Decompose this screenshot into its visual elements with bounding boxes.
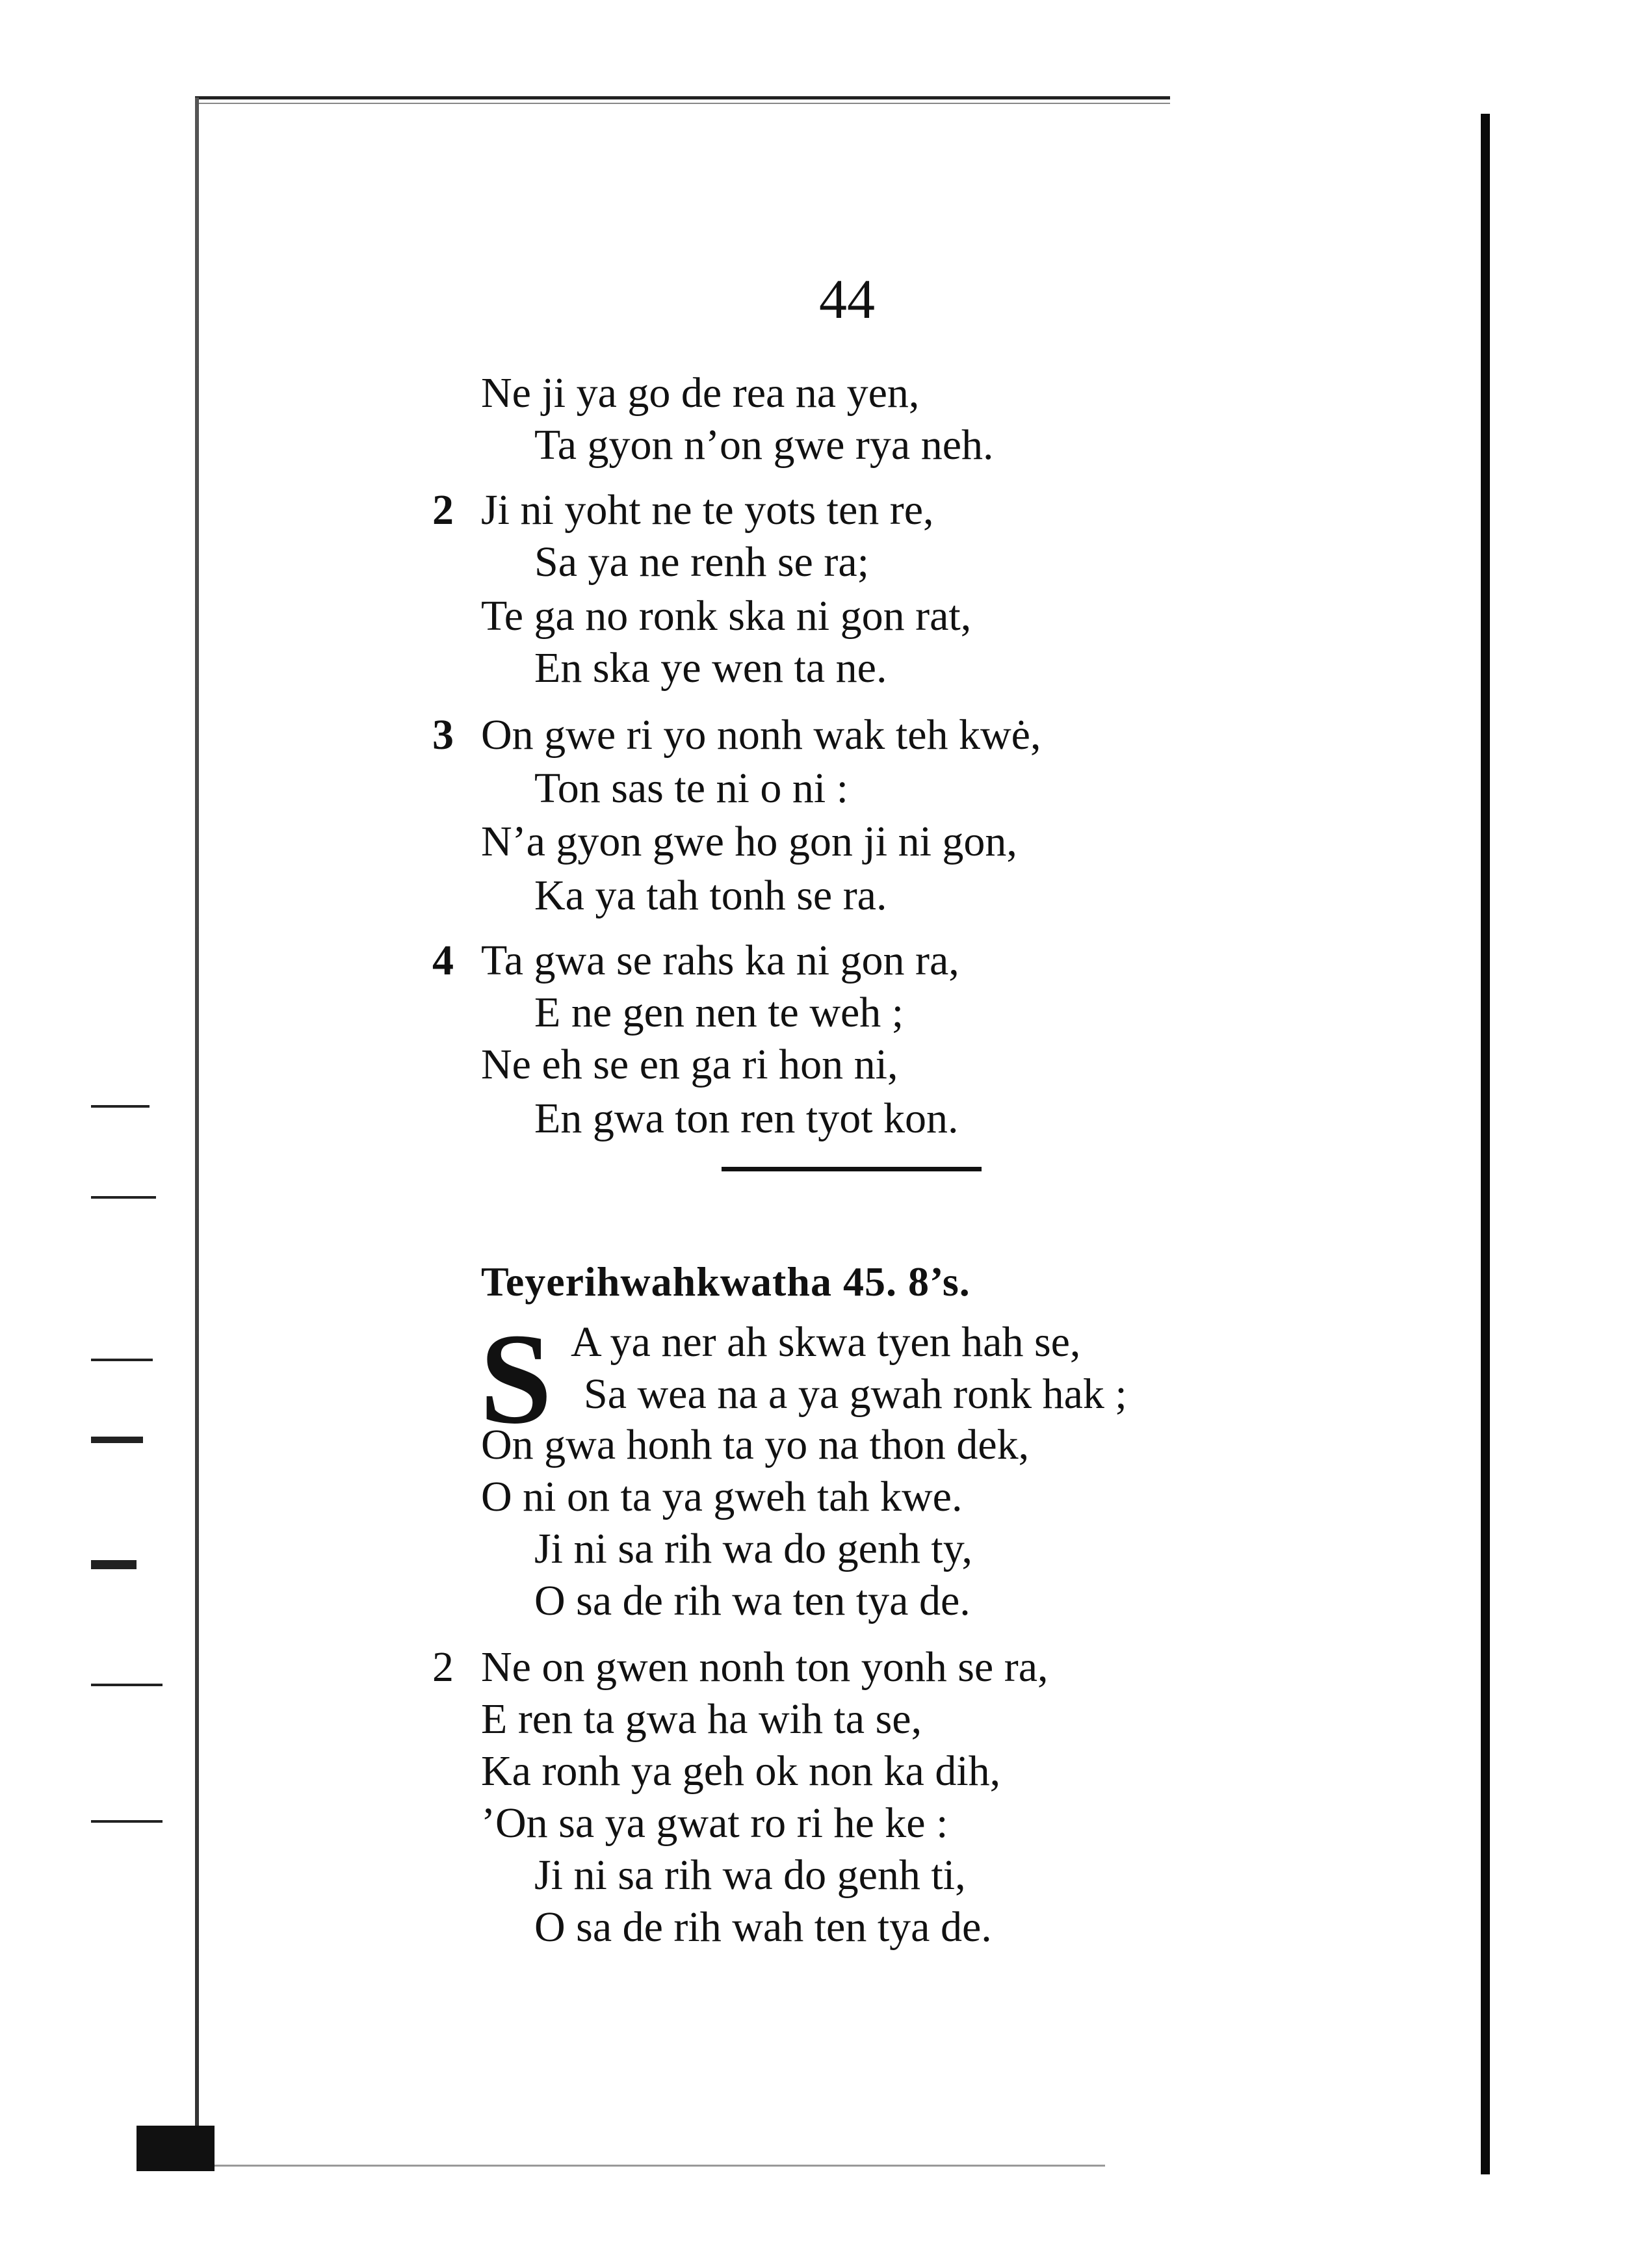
page-right-border <box>1481 114 1490 2174</box>
verse-line: Ji ni sa rih wa do genh ti, <box>534 1851 966 1899</box>
stanza-number: 4 <box>432 937 454 984</box>
verse-line: En gwa ton ren tyot kon. <box>534 1095 959 1142</box>
verse-line: Ne eh se en ga ri hon ni, <box>481 1041 898 1088</box>
verse-line: N’a gyon gwe ho gon ji ni gon, <box>481 818 1017 865</box>
gutter-mark <box>91 1359 153 1361</box>
verse-line: En ska ye wen ta ne. <box>534 644 887 692</box>
verse-line: Ton sas te ni o ni : <box>534 764 849 812</box>
stanza-number: 2 <box>432 486 454 534</box>
stanza-number: 2 <box>432 1643 454 1691</box>
verse-line: E ne gen nen te weh ; <box>534 989 904 1036</box>
verse-line: O sa de rih wah ten tya de. <box>534 1903 992 1951</box>
hymn-title: Teyerihwahkwatha 45. 8’s. <box>481 1258 971 1305</box>
binding-shadow <box>137 2126 215 2171</box>
gutter-mark <box>91 1196 156 1199</box>
verse-line: On gwa honh ta yo na thon dek, <box>481 1421 1030 1468</box>
stanza-number: 3 <box>432 711 454 759</box>
page-number: 44 <box>819 268 875 330</box>
page-left-edge <box>195 98 199 2165</box>
gutter-marks <box>91 1105 169 2048</box>
verse-line: Ji ni sa rih wa do genh ty, <box>534 1525 972 1572</box>
verse-line: On gwe ri yo nonh wak teh kwė, <box>481 711 1041 759</box>
verse-line: Ne ji ya go de rea na yen, <box>481 369 920 417</box>
verse-line: A ya ner ah skwa tyen hah se, <box>571 1318 1081 1366</box>
verse-line: ’On sa ya gwat ro ri he ke : <box>481 1799 948 1847</box>
page-bottom-edge <box>195 2165 1105 2167</box>
verse-line: Ka ya tah tonh se ra. <box>534 872 887 919</box>
gutter-mark <box>91 1437 143 1443</box>
verse-line: Te ga no ronk ska ni gon rat, <box>481 592 972 640</box>
section-divider <box>722 1167 982 1171</box>
verse-line: Ta gyon n’on gwe rya neh. <box>534 421 994 469</box>
verse-line: Ta gwa se rahs ka ni gon ra, <box>481 937 959 984</box>
page-top-edge-shadow <box>195 103 1170 104</box>
verse-line: Sa wea na a ya gwah ronk hak ; <box>584 1370 1127 1418</box>
verse-line: Ka ronh ya geh ok non ka dih, <box>481 1747 1001 1795</box>
verse-line: E ren ta gwa ha wih ta se, <box>481 1695 922 1743</box>
gutter-mark <box>91 1105 150 1108</box>
gutter-mark <box>91 1560 137 1569</box>
verse-line: O sa de rih wa ten tya de. <box>534 1577 971 1624</box>
gutter-mark <box>91 1820 163 1823</box>
drop-cap: S <box>480 1307 553 1451</box>
gutter-mark <box>91 1684 163 1686</box>
verse-line: Ji ni yoht ne te yots ten re, <box>481 486 934 534</box>
verse-line: Sa ya ne renh se ra; <box>534 538 869 586</box>
verse-line: O ni on ta ya gweh tah kwe. <box>481 1473 963 1520</box>
verse-line: Ne on gwen nonh ton yonh se ra, <box>481 1643 1049 1691</box>
page-top-edge <box>195 96 1170 99</box>
